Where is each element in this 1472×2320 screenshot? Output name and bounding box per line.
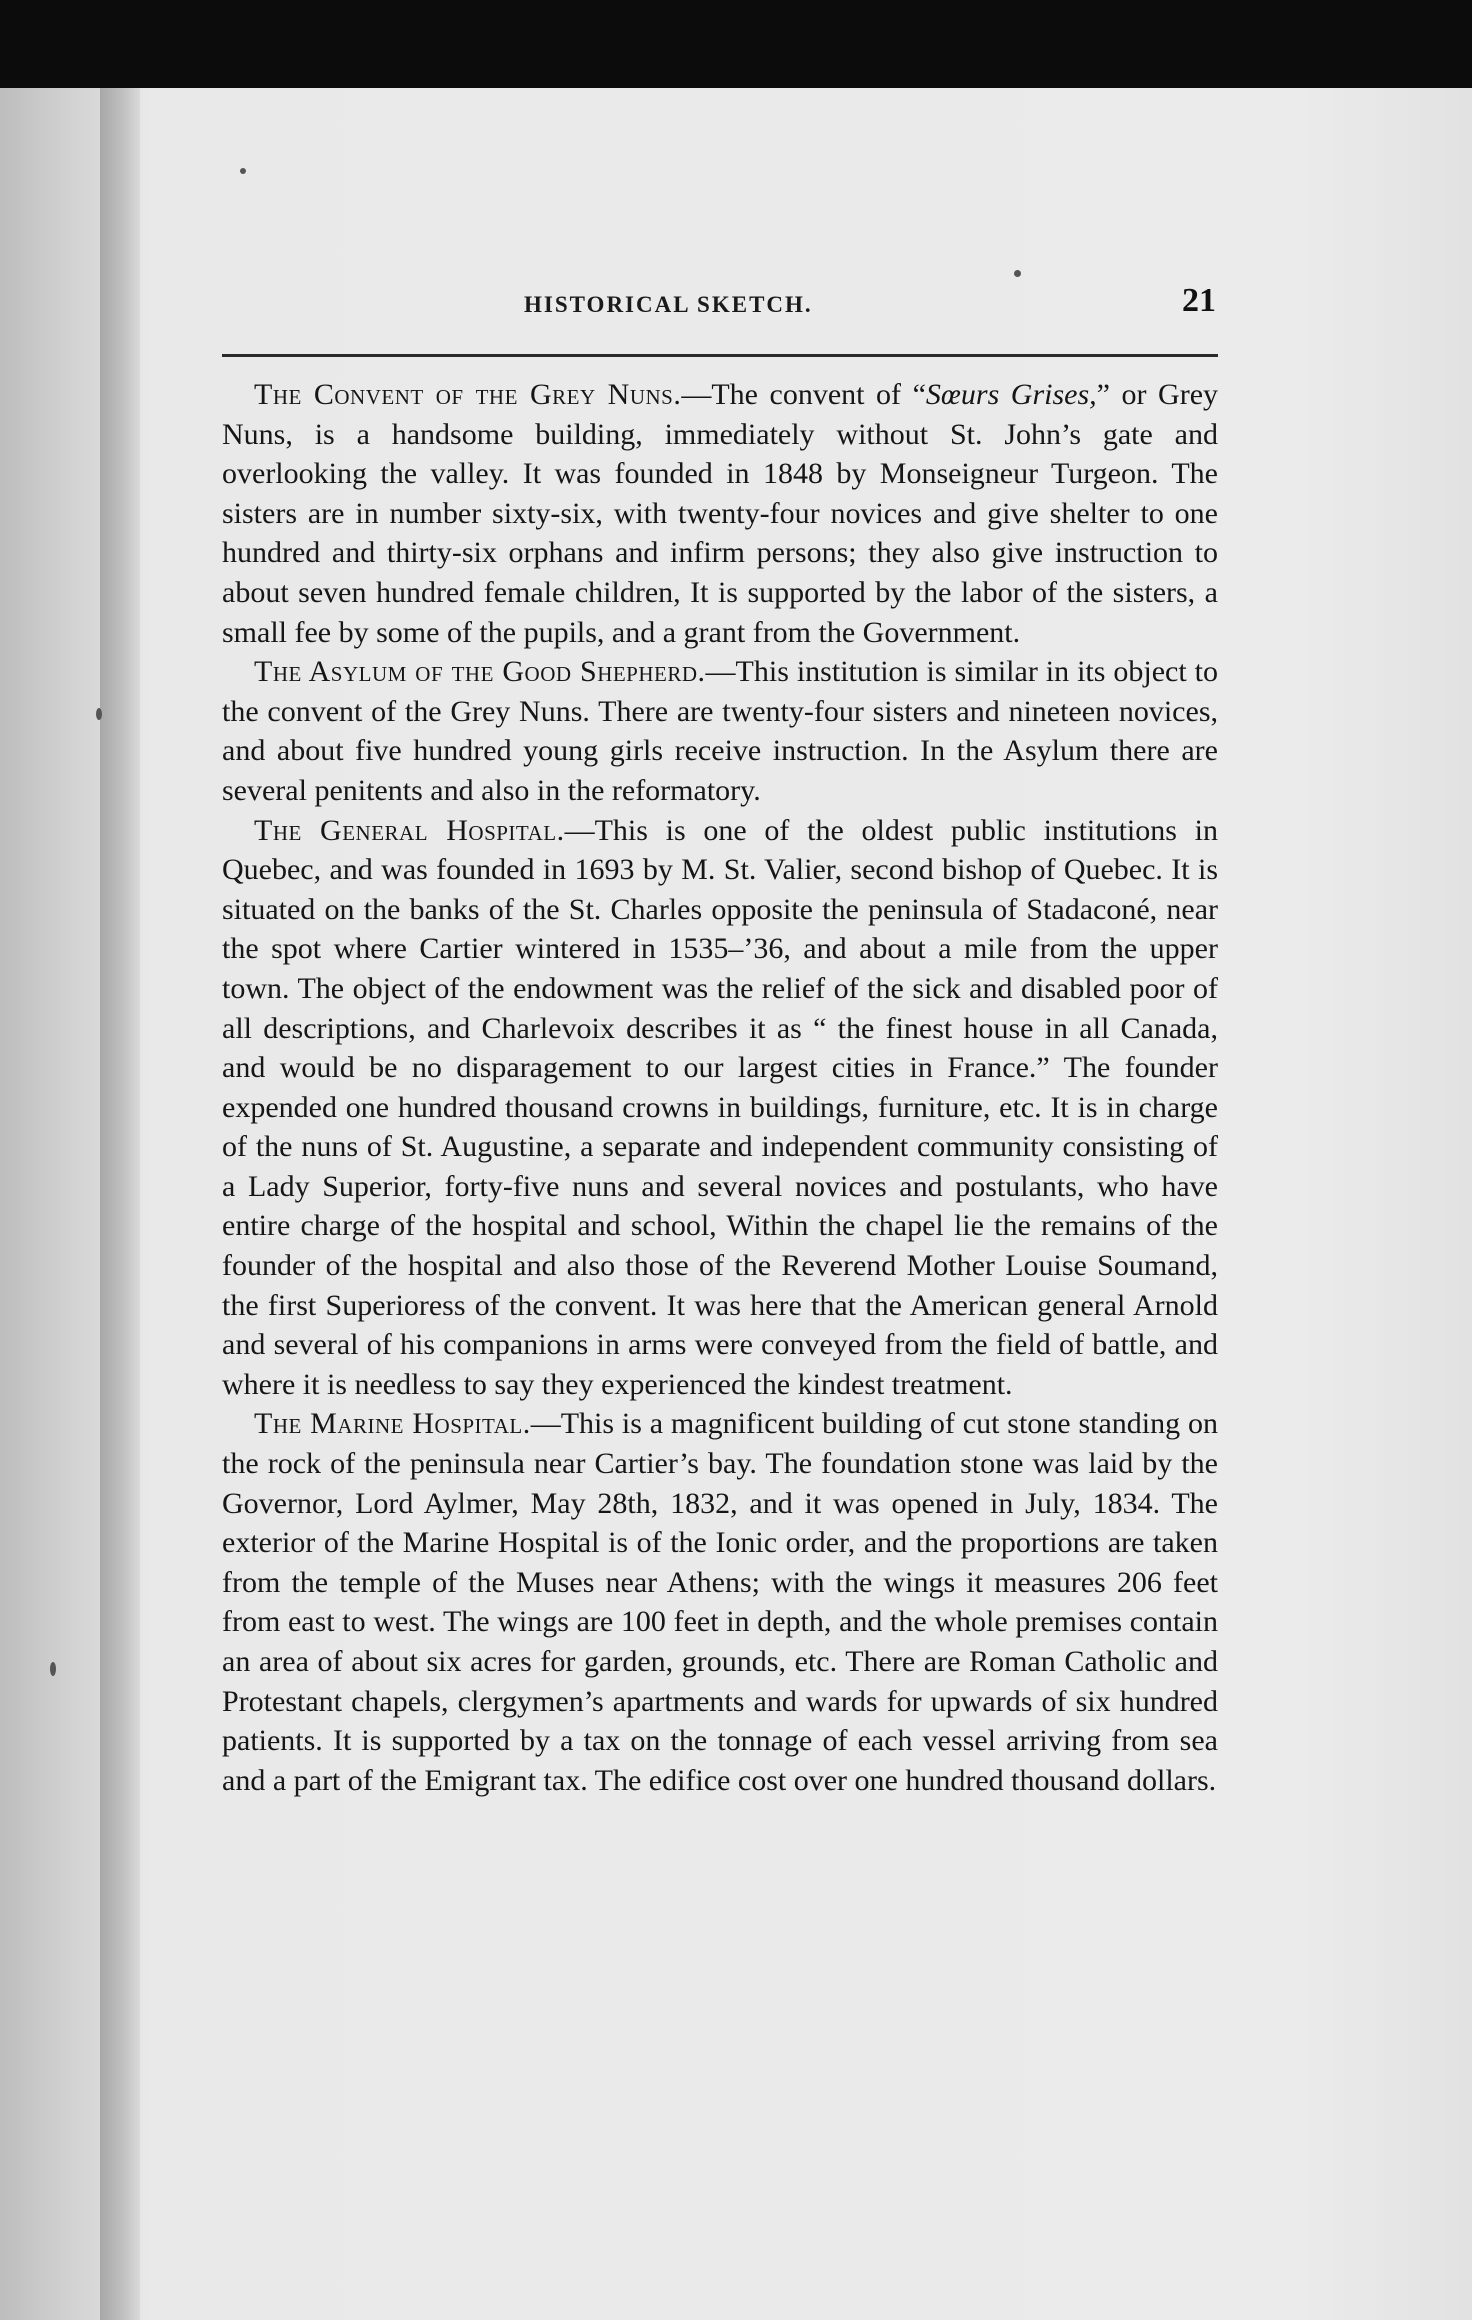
paper-speck <box>50 1662 56 1676</box>
page-number: 21 <box>1182 282 1216 319</box>
paper-speck <box>1014 270 1021 277</box>
paragraph-grey-nuns <box>222 375 1218 652</box>
paragraph-text: —This is one of the oldest public institutions in Quebec, and was founded in 1693 by M. St. Valier, second bishop of Quebec. It is situated on the banks of the St. Charles opposite the peninsula of Stadaconé, near the spot where Cartier wintered in 1535–’36, and about a mile from the upper town. The object of the endowment was the relief of the sick and disabled poor of all descriptions, and Charlevoix describes it as “ the finest house in all Canada, and would be no disparagement to our largest cities in France.” The founder expended one hundred thousand crowns in buildings, furniture, etc. It is in charge of the nuns of St. Augustine, a separate and independent community consisting of a Lady Superior, forty-five nuns and several novices and postulants, who have entire charge of the hospital and school, Within the chapel lie the remains of the founder of the hospital and also those of the Reverend Mother Louise Soumand, the first Superioress of the convent. It was here that the American general Arnold and several of his companions in arms were conveyed from the field of battle, and where it is needless to say they experienced the kindest treatment. <box>222 813 1218 1401</box>
header-rule <box>222 354 1218 357</box>
paragraph-text: —This institution is similar in its object to the convent of the Grey Nuns. There are twenty-four sisters and nineteen novices, and about five hundred young girls receive instruction. In the Asylum there are several penitents and also in the reformatory. <box>222 655 1218 807</box>
page-body <box>222 375 1218 1800</box>
paragraph-text: —This is a magnificent building of cut stone standing on the rock of the peninsula near Cartier’s bay. The foundation stone was laid by the Governor, Lord Aylmer, May 28th, 1832, and it was opened in July, 1834. The exterior of the Marine Hospital is of the Ionic order, and the proportions are taken from the temple of the Muses near Athens; with the wings it measures 206 feet from east to west. The wings are 100 feet in depth, and the whole premises contain an area of about six acres for garden, grounds, etc. There are Roman Catholic and Protestant chapels, clergymen’s apartments and wards for upwards of six hundred patients. It is supported by a tax on the tonnage of each vessel arriving from sea and a part of the Emigrant tax. The edifice cost over one hundred thousand dollars. <box>222 1407 1218 1797</box>
paragraph-text: —The convent of “ <box>681 378 926 411</box>
section-title: The Asylum of the Good Shepherd. <box>254 655 706 689</box>
page-header <box>222 282 1216 332</box>
section-title: The Convent of the Grey Nuns. <box>254 378 682 411</box>
paper-speck <box>240 168 246 174</box>
paragraph-general-hospital <box>222 811 1218 1405</box>
italic-term: Sœurs Grises, <box>925 378 1097 411</box>
page-gutter <box>100 88 140 2320</box>
paragraph-text: ” or Grey Nuns, is a handsome building, immediately without St. John’s gate and overlooking the valley. It was founded in 1848 by Monseigneur Turgeon. The sisters are in number sixty-six, with twenty-four novices and give shelter to one hundred and thirty-six orphans and infirm persons; they also give instruction to about seven hundred female children, It is supported by the labor of the sisters, a small fee by some of the pupils, and a grant from the Government. <box>222 378 1219 649</box>
paragraph-marine-hospital <box>222 1404 1218 1800</box>
section-title: The Marine Hospital. <box>254 1407 531 1441</box>
paragraph-good-shepherd <box>222 652 1218 810</box>
running-head: HISTORICAL SKETCH. <box>524 292 813 317</box>
paper-speck <box>96 708 102 720</box>
section-title: The General Hospital. <box>254 813 565 847</box>
